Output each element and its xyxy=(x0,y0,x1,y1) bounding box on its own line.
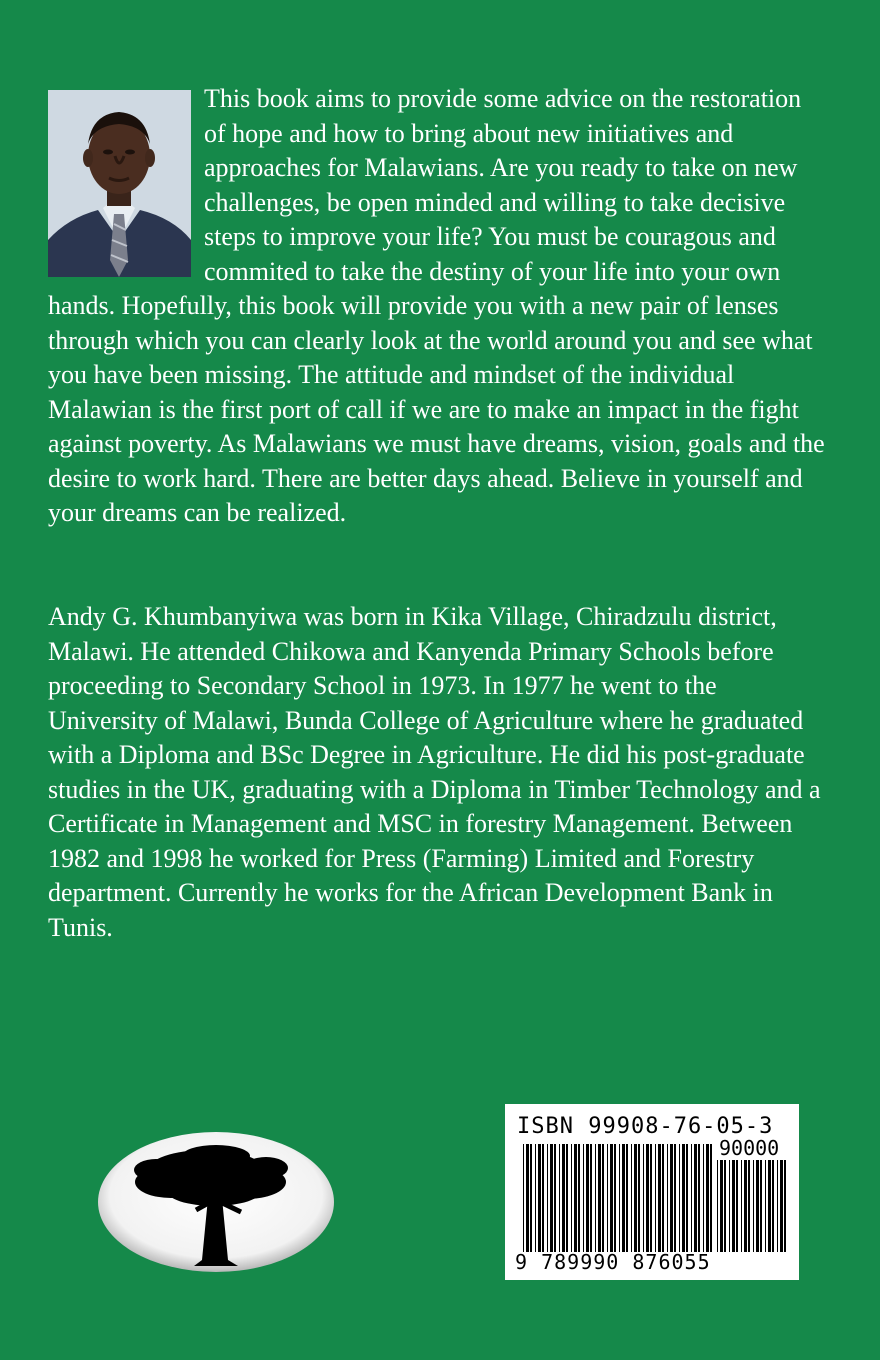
barcode-bar xyxy=(631,1144,632,1252)
barcode-bar xyxy=(614,1144,616,1252)
barcode-bar xyxy=(562,1144,565,1252)
barcode-bar xyxy=(554,1144,556,1252)
barcode-bar xyxy=(662,1144,664,1252)
barcode-bar xyxy=(703,1144,704,1252)
barcode-bar xyxy=(679,1144,680,1252)
barcode-bar xyxy=(607,1144,608,1252)
barcode-addon-bars xyxy=(717,1160,789,1252)
barcode-bar xyxy=(622,1144,625,1252)
barcode-bar xyxy=(736,1160,738,1252)
barcode-bar xyxy=(559,1144,560,1252)
barcode-bar xyxy=(571,1144,572,1252)
barcode-bar xyxy=(658,1144,661,1252)
barcode-bar xyxy=(729,1160,730,1252)
barcode-bar xyxy=(566,1144,568,1252)
barcode-bar xyxy=(638,1144,640,1252)
barcode-bar xyxy=(748,1160,750,1252)
barcode-bar xyxy=(744,1160,747,1252)
barcode-bar xyxy=(768,1160,771,1252)
barcode-bar xyxy=(753,1160,754,1252)
barcode-bar xyxy=(523,1144,524,1252)
barcode-bar xyxy=(595,1144,596,1252)
barcode-bar xyxy=(706,1144,709,1252)
barcode-bar xyxy=(710,1144,712,1252)
barcode-bar xyxy=(674,1144,676,1252)
barcode-bar xyxy=(650,1144,652,1252)
barcode-bar xyxy=(732,1160,735,1252)
barcode-bar xyxy=(717,1160,718,1252)
barcode-bar xyxy=(646,1144,649,1252)
barcode-bar xyxy=(610,1144,613,1252)
barcode-bar xyxy=(626,1144,628,1252)
barcode-bar xyxy=(619,1144,620,1252)
barcode-bar xyxy=(526,1144,529,1252)
barcode-bar xyxy=(590,1144,592,1252)
isbn-barcode xyxy=(505,1104,799,1280)
barcode-bar xyxy=(547,1144,548,1252)
barcode-bar xyxy=(574,1144,577,1252)
barcode-bar xyxy=(643,1144,644,1252)
barcode-bar xyxy=(667,1144,668,1252)
barcode-bar xyxy=(670,1144,673,1252)
barcode-bar xyxy=(784,1160,786,1252)
author-biography: Andy G. Khumbanyiwa was born in Kika Village, Chiradzulu district, Malawi. He attended Chikowa and Kanyenda Primary Schools before proceeding to Secondary School in 1973. In 1977 he went to the University of Malawi, Bunda College of Agriculture where he graduated with a Diploma and BSc Degree in Agriculture. He did his post-graduate studies in the UK, graduating with a Diploma in Timber Technology and a Certificate in Management and MSC in forestry Management. Between 1982 and 1998 he worked for Press (Farming) Limited and Forestry department. Currently he works for the African Development Bank in Tunis. xyxy=(48,602,821,942)
book-description-text: This book aims to provide some advice on the restoration of hope and how to bring about new initiatives and approaches for Malawians. Are you ready to take on new challenges, be open minded and willing to take decisive steps to improve your life? You must be couragous and commited to take the destiny of your life into your own hands. Hopefully, this book will provide you with a new pair of lenses through which you can clearly look at the world around you and see what you have been missing. The attitude and mindset of the individual Malawian is the first port of call if we are to make an impact in the fight against poverty. As Malawians we must have dreams, vision, goals and the desire to work hard. There are better days ahead. Believe in yourself and your dreams can be realized. xyxy=(48,84,825,527)
barcode-bar xyxy=(598,1144,601,1252)
barcode-bar xyxy=(772,1160,774,1252)
barcode-bar xyxy=(602,1144,604,1252)
barcode-bar xyxy=(655,1144,656,1252)
barcode-bar xyxy=(720,1160,723,1252)
barcode-bar xyxy=(535,1144,536,1252)
barcode-bar xyxy=(538,1144,541,1252)
barcode-bar xyxy=(777,1160,778,1252)
barcode-bar xyxy=(694,1144,697,1252)
barcode-bar xyxy=(550,1144,553,1252)
barcode-bar xyxy=(583,1144,584,1252)
ean-number: 9 789990 876055 xyxy=(515,1250,711,1274)
barcode-bar xyxy=(691,1144,692,1252)
barcode-bar xyxy=(760,1160,762,1252)
barcode-bar xyxy=(682,1144,685,1252)
tree-logo xyxy=(96,1130,336,1275)
barcode-bar xyxy=(542,1144,544,1252)
barcode-bar xyxy=(634,1144,637,1252)
price-code: 90000 xyxy=(719,1136,780,1160)
barcode-bar xyxy=(698,1144,700,1252)
barcode-bar xyxy=(765,1160,766,1252)
barcode-main-bars xyxy=(523,1144,713,1252)
barcode-bar xyxy=(686,1144,688,1252)
barcode-bar xyxy=(586,1144,589,1252)
barcode-bar xyxy=(741,1160,742,1252)
barcode-bar xyxy=(724,1160,726,1252)
book-description xyxy=(48,82,828,531)
barcode-bar xyxy=(530,1144,532,1252)
barcode-bar xyxy=(780,1160,783,1252)
barcode-bar xyxy=(578,1144,580,1252)
isbn-number: ISBN 99908-76-05-3 xyxy=(517,1114,774,1139)
barcode-bar xyxy=(756,1160,759,1252)
